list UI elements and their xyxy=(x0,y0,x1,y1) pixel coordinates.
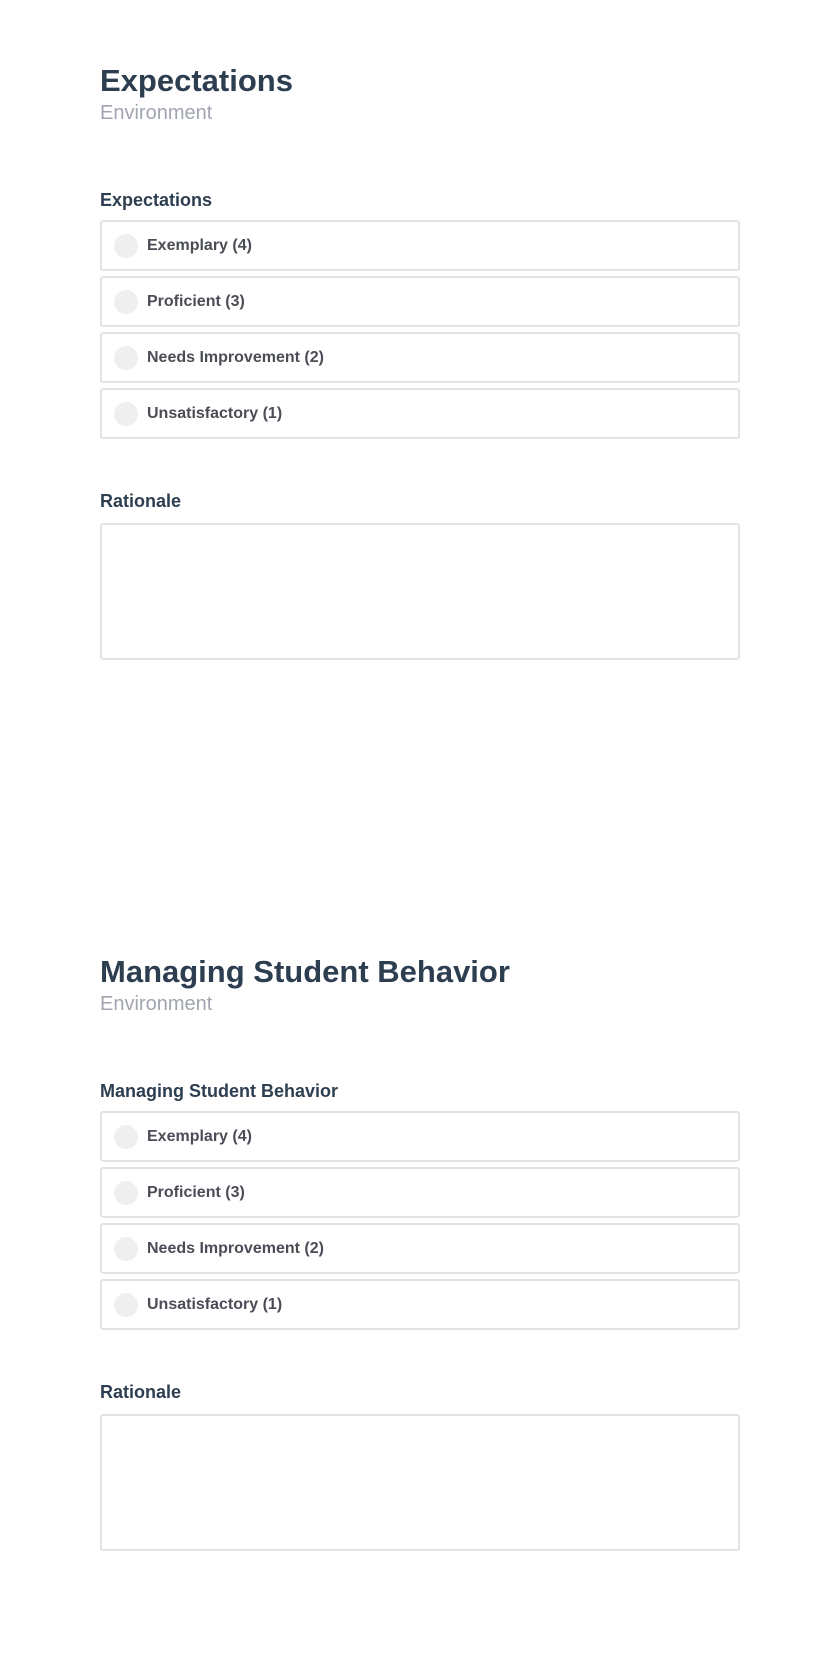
option-label: Exemplary (4) xyxy=(147,236,252,254)
option-label: Proficient (3) xyxy=(147,292,245,310)
option-label: Proficient (3) xyxy=(147,1183,245,1201)
section-managing-student-behavior xyxy=(100,953,740,1551)
option-label: Unsatisfactory (1) xyxy=(147,404,283,422)
radio-button[interactable] xyxy=(114,402,138,426)
rating-options xyxy=(100,1111,740,1330)
section-title: Managing Student Behavior xyxy=(100,954,510,989)
rating-label: Expectations xyxy=(100,190,213,210)
rating-option-exemplary[interactable] xyxy=(100,1111,740,1162)
rating-option-proficient[interactable] xyxy=(100,276,740,327)
option-label: Exemplary (4) xyxy=(147,1127,252,1145)
rationale-textarea[interactable] xyxy=(100,1414,740,1551)
section-title: Expectations xyxy=(100,63,293,98)
rating-option-exemplary[interactable] xyxy=(100,220,740,271)
radio-button[interactable] xyxy=(114,1125,138,1149)
radio-button[interactable] xyxy=(114,1293,138,1317)
section-subtitle: Environment xyxy=(100,993,213,1015)
rating-option-unsatisfactory[interactable] xyxy=(100,1279,740,1330)
option-label: Needs Improvement (2) xyxy=(147,348,324,366)
rating-option-proficient[interactable] xyxy=(100,1167,740,1218)
radio-button[interactable] xyxy=(114,346,138,370)
section-expectations xyxy=(100,62,740,660)
rating-option-unsatisfactory[interactable] xyxy=(100,388,740,439)
radio-button[interactable] xyxy=(114,234,138,258)
radio-button[interactable] xyxy=(114,1181,138,1205)
rating-options xyxy=(100,220,740,439)
rating-option-needs-improvement[interactable] xyxy=(100,1223,740,1274)
radio-button[interactable] xyxy=(114,290,138,314)
rating-label: Managing Student Behavior xyxy=(100,1081,339,1101)
section-subtitle: Environment xyxy=(100,102,213,124)
radio-button[interactable] xyxy=(114,1237,138,1261)
rationale-label: Rationale xyxy=(100,1382,182,1402)
rating-option-needs-improvement[interactable] xyxy=(100,332,740,383)
option-label: Unsatisfactory (1) xyxy=(147,1295,283,1313)
option-label: Needs Improvement (2) xyxy=(147,1239,324,1257)
rationale-textarea[interactable] xyxy=(100,523,740,660)
rationale-label: Rationale xyxy=(100,491,182,511)
